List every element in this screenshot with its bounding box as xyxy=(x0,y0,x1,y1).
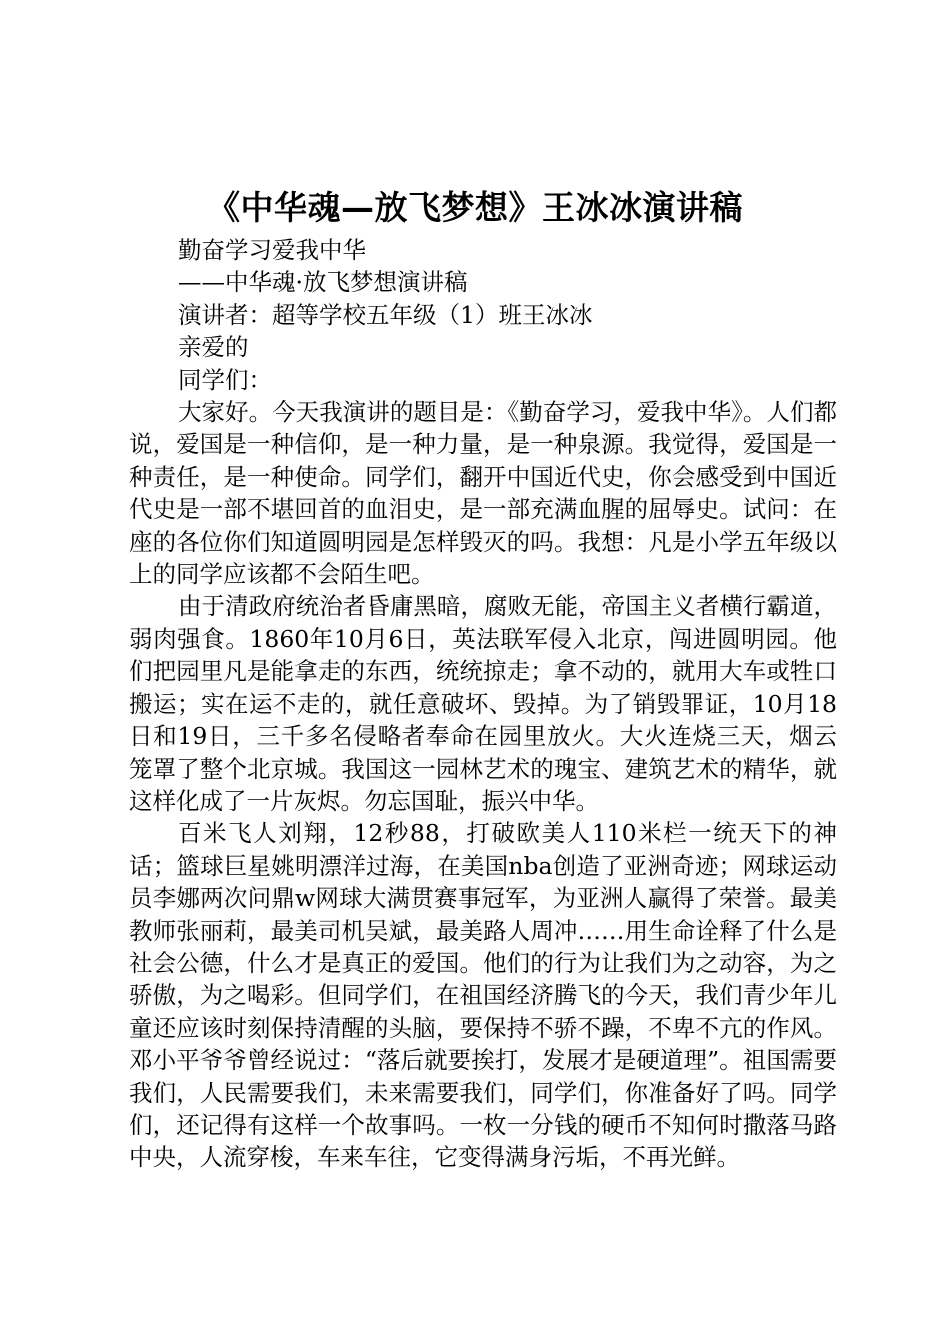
subtitle-line: 勤奋学习爱我中华 xyxy=(178,236,366,264)
salutation-continued-line: 同学们： xyxy=(178,365,272,394)
salutation-line: 亲爱的 xyxy=(178,333,249,362)
speaker-line: 演讲者：超等学校五年级（1）班王冰冰 xyxy=(178,300,593,329)
paragraph: 百米飞人刘翔，12秒88，打破欧美人110米栏一统天下的神话；篮球巨星姚明漂洋过海，在美国nba创造了亚洲奇迹；网球运动员李娜两次问鼎w网球大满贯赛事冠军，为亚洲人赢得了荣誉。最美教师张丽莉，最美司机吴斌，最美路人周冲……用生命诠释了什么是社会公德，什么才是真正的爱国。他们的行为让我们为之动容，为之骄傲，为之喝彩。但同学们，在祖国经济腾飞的今天，我们青少年儿童还应该时刻保持清醒的头脑，要保持不骄不躁，不卑不亢的作风。邓小平爷爷曾经说过：“落后就要挨打，发展才是硬道理”。祖国需要我们，人民需要我们，未来需要我们，同学们，你准备好了吗。同学们，还记得有这样一个故事吗。一枚一分钱的硬币不知何时撒落马路中央，人流穿梭，车来车往，它变得满身污垢，不再光鲜。 xyxy=(129,819,837,1172)
paragraph: 由于清政府统治者昏庸黑暗，腐败无能，帝国主义者横行霸道，弱肉强食。1860年10月6日，英法联军侵入北京，闯进圆明园。他们把园里凡是能拿走的东西，统统掠走；拿不动的，就用大车或牲口搬运；实在运不走的，就任意破坏、毁掉。为了销毁罪证，10月18日和19日，三千多名侵略者奉命在园里放火。大火连烧三天，烟云笼罩了整个北京城。我国这一园林艺术的瑰宝、建筑艺术的精华，就这样化成了一片灰烬。勿忘国耻，振兴中华。 xyxy=(129,592,837,815)
subtitle-secondary-line: ——中华魂·放飞梦想演讲稿 xyxy=(178,268,468,297)
paragraph: 大家好。今天我演讲的题目是：《勤奋学习，爱我中华》。人们都说，爱国是一种信仰，是一种力量，是一种泉源。我觉得，爱国是一种责任，是一种使命。同学们，翻开中国近代史，你会感受到中国近代史是一部不堪回首的血泪史，是一部充满血腥的屈辱史。试问：在座的各位你们知道圆明园是怎样毁灭的吗。我想：凡是小学五年级以上的同学应该都不会陌生吧。 xyxy=(129,398,837,589)
document-title: 《中华魂—放飞梦想》王冰冰演讲稿 xyxy=(207,188,743,227)
document-body xyxy=(129,234,837,1174)
